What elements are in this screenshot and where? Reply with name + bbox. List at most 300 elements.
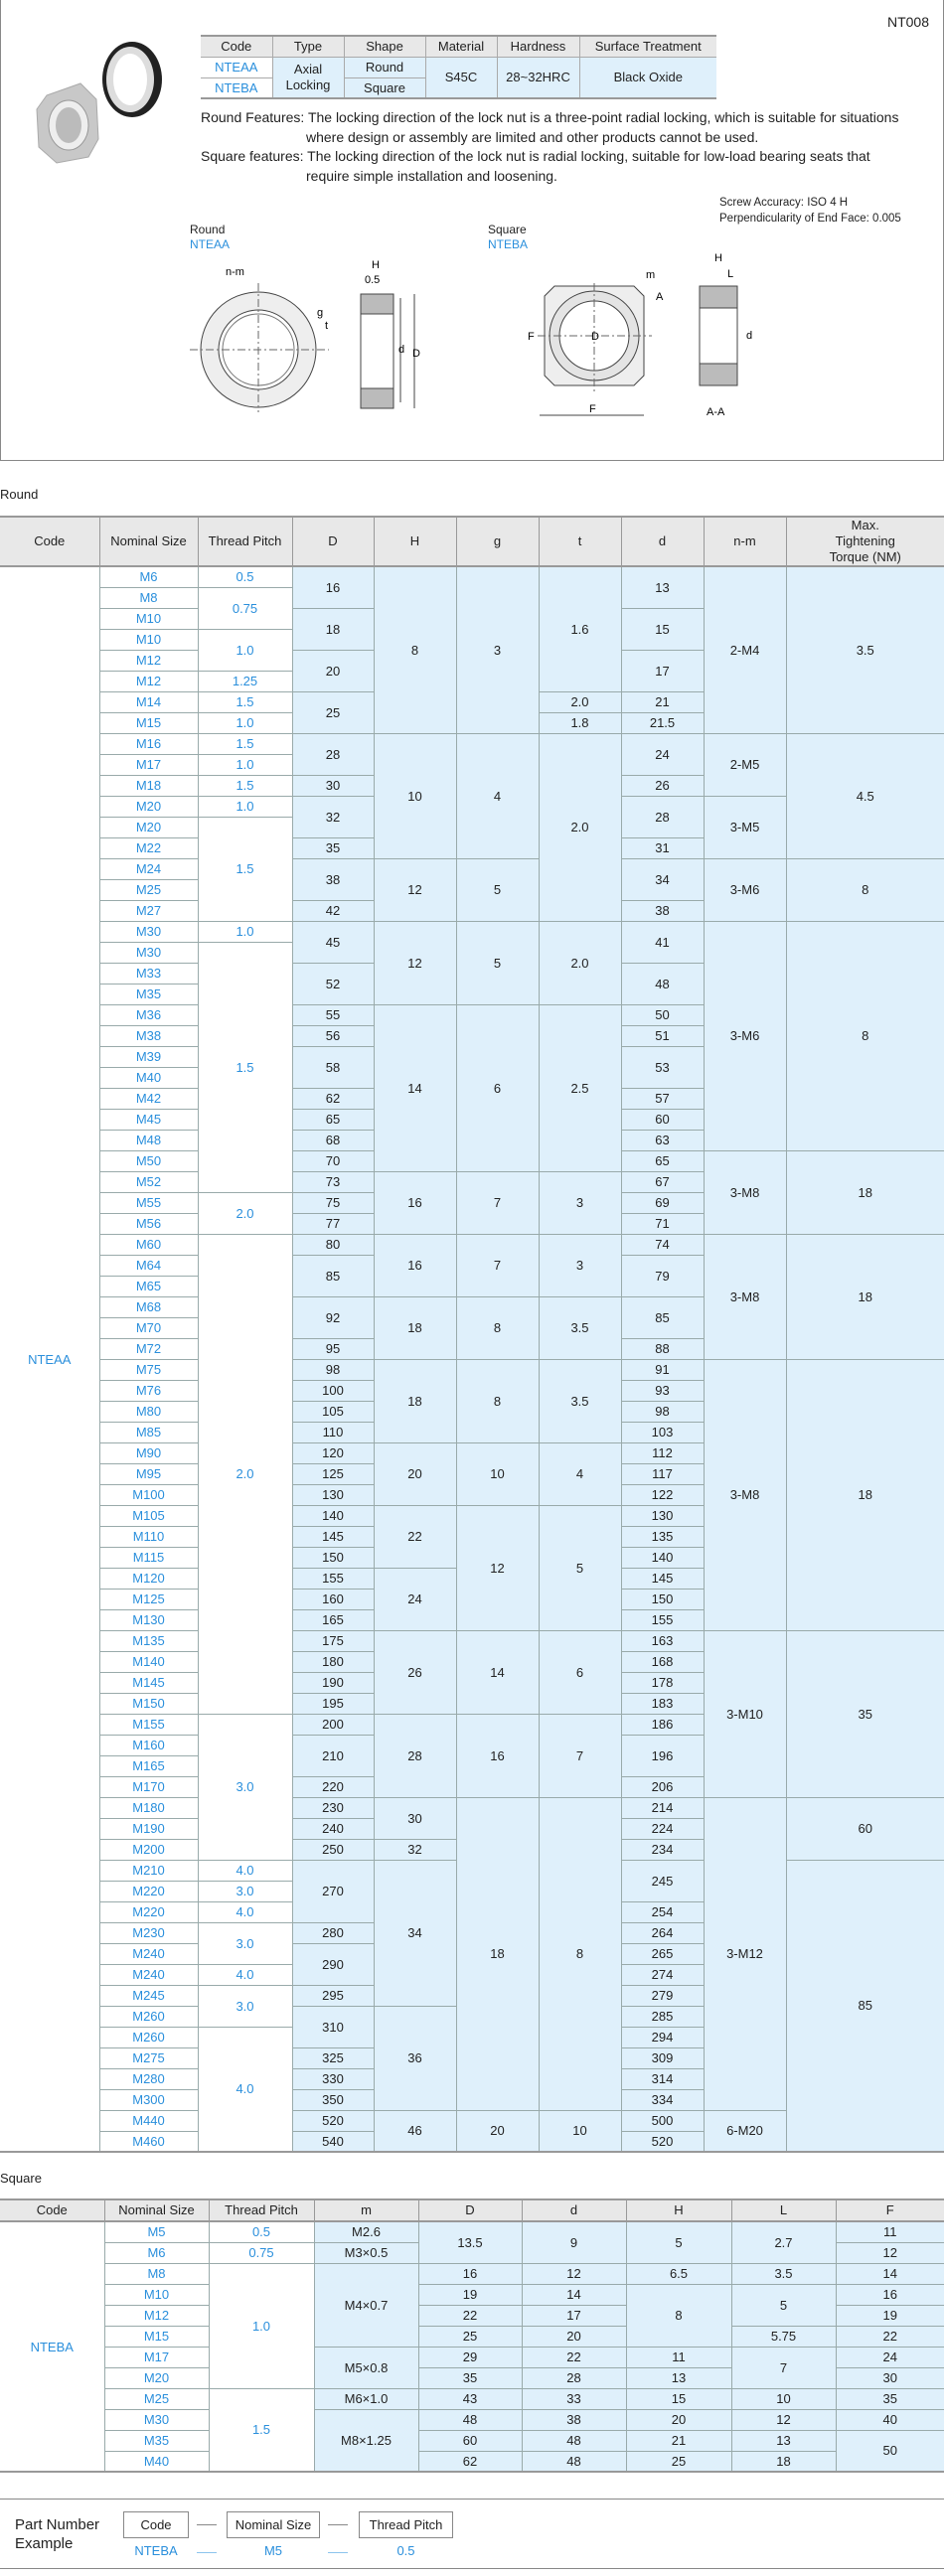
square-nut-drawing [508, 253, 766, 437]
value-cell: 234 [621, 1839, 704, 1860]
label-line: Part Number [15, 2516, 100, 2533]
spec-shape: Square [344, 77, 425, 98]
value-cell: 10 [539, 2110, 621, 2152]
value-cell: 71 [621, 1213, 704, 1234]
table-row [0, 566, 944, 587]
dash [328, 2552, 348, 2553]
value-cell: M3×0.5 [314, 2242, 418, 2263]
value-cell: 19 [418, 2284, 522, 2305]
value-cell: 35 [786, 1630, 944, 1797]
thread-pitch-cell: 4.0 [198, 1860, 292, 1881]
nominal-size-cell: M18 [99, 775, 198, 796]
value-cell: 3-M6 [704, 858, 786, 921]
nominal-size-cell: M17 [99, 754, 198, 775]
value-cell: 29 [418, 2347, 522, 2367]
value-cell: 274 [621, 1964, 704, 1985]
value-cell: 350 [292, 2089, 374, 2110]
value-cell: 21 [626, 2430, 731, 2451]
value-cell: 50 [621, 1004, 704, 1025]
product-photo [31, 40, 175, 164]
value-cell: 32 [292, 796, 374, 837]
nominal-size-cell: M40 [99, 1067, 198, 1088]
dash [197, 2524, 217, 2525]
nominal-size-cell: M180 [99, 1797, 198, 1818]
value-cell: 15 [626, 2388, 731, 2409]
value-cell: 20 [456, 2110, 539, 2152]
value-thread-pitch: 0.5 [396, 2543, 415, 2558]
thread-pitch-cell: 3.0 [198, 1714, 292, 1860]
value-cell: 26 [621, 775, 704, 796]
nominal-size-cell: M27 [99, 900, 198, 921]
value-cell: 14 [456, 1630, 539, 1714]
nominal-size-cell: M52 [99, 1171, 198, 1192]
value-cell: 18 [786, 1234, 944, 1359]
value-cell: 100 [292, 1380, 374, 1401]
thread-pitch-cell: 4.0 [198, 1901, 292, 1922]
value-cell: 13.5 [418, 2221, 522, 2263]
label-m: m [646, 269, 656, 281]
column-header: Code [0, 517, 99, 566]
nominal-size-cell: M30 [99, 921, 198, 942]
value-cell: 28 [522, 2367, 626, 2388]
nominal-size-cell: M17 [104, 2347, 209, 2367]
value-cell: 28 [292, 733, 374, 775]
nominal-size-cell: M245 [99, 1985, 198, 2006]
value-cell: 309 [621, 2047, 704, 2068]
spec-header: Code [201, 36, 272, 57]
value-cell: 63 [621, 1130, 704, 1150]
nominal-size-cell: M125 [99, 1589, 198, 1609]
value-cell: 8 [374, 566, 456, 733]
table-row [0, 1797, 944, 1818]
value-cell: 58 [292, 1046, 374, 1088]
value-cell: 2-M4 [704, 566, 786, 733]
table-row [0, 2326, 944, 2347]
label-A: A [656, 291, 664, 303]
value-cell: 38 [522, 2409, 626, 2430]
nominal-size-cell: M85 [99, 1422, 198, 1442]
thread-pitch-cell: 4.0 [198, 2027, 292, 2152]
column-header: n-m [704, 517, 786, 566]
nominal-size-cell: M39 [99, 1046, 198, 1067]
square-features [201, 147, 926, 186]
spec-code: NTEAA [201, 57, 272, 77]
value-cell: 334 [621, 2089, 704, 2110]
value-cell: 230 [292, 1797, 374, 1818]
value-cell: 3.5 [731, 2263, 836, 2284]
value-cell: 22 [836, 2326, 944, 2347]
value-cell: 57 [621, 1088, 704, 1109]
value-cell: 14 [522, 2284, 626, 2305]
value-cell: 1.6 [539, 566, 621, 691]
spec-code: NTEBA [201, 77, 272, 98]
nominal-size-cell: M190 [99, 1818, 198, 1839]
spec-hardness: 28~32HRC [497, 57, 579, 98]
value-cell: 150 [621, 1589, 704, 1609]
value-cell: 290 [292, 1943, 374, 1985]
value-cell: 36 [374, 2006, 456, 2110]
value-cell: 10 [374, 733, 456, 858]
value-cell: 32 [374, 1839, 456, 1860]
part-number-label [15, 2515, 99, 2553]
value-cell: 168 [621, 1651, 704, 1672]
value-cell: 8 [456, 1359, 539, 1442]
value-cell: 295 [292, 1985, 374, 2006]
column-header: Nominal Size [99, 517, 198, 566]
value-cell: 88 [621, 1338, 704, 1359]
value-cell: 21.5 [621, 712, 704, 733]
value-cell: 8 [539, 1797, 621, 2110]
value-cell: M8×1.25 [314, 2409, 418, 2472]
value-cell: 224 [621, 1818, 704, 1839]
table-row [0, 2409, 944, 2430]
nominal-size-cell: M5 [104, 2221, 209, 2242]
value-cell: 13 [731, 2430, 836, 2451]
value-cell: 196 [621, 1735, 704, 1776]
value-cell: 5 [539, 1505, 621, 1630]
value-cell: 62 [292, 1088, 374, 1109]
value-cell: 6-M20 [704, 2110, 786, 2152]
value-cell: 3 [539, 1171, 621, 1234]
nominal-size-cell: M260 [99, 2006, 198, 2027]
value-cell: 18 [731, 2451, 836, 2472]
value-cell: 45 [292, 921, 374, 963]
value-cell: 34 [621, 858, 704, 900]
column-header: D [292, 517, 374, 566]
value-cell: 125 [292, 1463, 374, 1484]
nominal-size-cell: M20 [99, 817, 198, 837]
value-cell: 310 [292, 2006, 374, 2047]
value-cell: 3-M6 [704, 921, 786, 1150]
value-cell: 85 [621, 1296, 704, 1338]
column-header: H [374, 517, 456, 566]
thread-pitch-cell: 1.5 [198, 691, 292, 712]
accuracy-notes [719, 195, 901, 227]
value-cell: 69 [621, 1192, 704, 1213]
value-cell: 2.0 [539, 733, 621, 921]
value-cell: 30 [836, 2367, 944, 2388]
label-d: d [398, 344, 405, 356]
value-cell: 254 [621, 1901, 704, 1922]
value-cell: 175 [292, 1630, 374, 1651]
value-cell: 186 [621, 1714, 704, 1735]
value-cell: 52 [292, 963, 374, 1004]
value-cell: 2.0 [539, 921, 621, 1004]
nominal-size-cell: M10 [99, 608, 198, 629]
value-cell: 12 [522, 2263, 626, 2284]
column-header: Thread Pitch [209, 2199, 314, 2221]
nominal-size-cell: M240 [99, 1964, 198, 1985]
value-cell: 245 [621, 1860, 704, 1901]
value-cell: 220 [292, 1776, 374, 1797]
square-features-label: Square features: [201, 148, 304, 164]
value-cell: 3-M10 [704, 1630, 786, 1797]
nominal-size-cell: M24 [99, 858, 198, 879]
nominal-size-cell: M25 [99, 879, 198, 900]
value-cell: 8 [456, 1296, 539, 1359]
value-cell: 21 [621, 691, 704, 712]
value-cell: 20 [292, 650, 374, 691]
value-cell: 190 [292, 1672, 374, 1693]
perpendicularity: Perpendicularity of End Face: 0.005 [719, 213, 901, 225]
label-H: H [372, 259, 380, 271]
thread-pitch-cell: 0.5 [198, 566, 292, 587]
nominal-size-cell: M460 [99, 2131, 198, 2152]
value-cell: 7 [456, 1234, 539, 1296]
column-header: m [314, 2199, 418, 2221]
label-D: D [591, 331, 599, 343]
column-header: D [418, 2199, 522, 2221]
value-cell: 3-M8 [704, 1150, 786, 1234]
value-cell: 16 [456, 1714, 539, 1797]
nominal-size-cell: M15 [104, 2326, 209, 2347]
value-cell: 5 [456, 921, 539, 1004]
thread-pitch-cell: 1.5 [198, 775, 292, 796]
table-row [0, 2430, 944, 2451]
spec-header: Shape [344, 36, 425, 57]
nominal-size-cell: M65 [99, 1276, 198, 1296]
value-cell: 265 [621, 1943, 704, 1964]
square-drawing-title [488, 223, 528, 252]
value-cell: 60 [418, 2430, 522, 2451]
value-cell: 14 [836, 2263, 944, 2284]
spec-surface: Black Oxide [579, 57, 716, 98]
value-cell: 74 [621, 1234, 704, 1255]
nominal-size-cell: M145 [99, 1672, 198, 1693]
thread-pitch-cell: 1.5 [198, 817, 292, 921]
nominal-size-cell: M30 [104, 2409, 209, 2430]
nominal-size-cell: M50 [99, 1150, 198, 1171]
value-cell: 5 [626, 2221, 731, 2263]
column-header: g [456, 517, 539, 566]
thread-pitch-cell: 1.5 [198, 733, 292, 754]
thread-pitch-cell: 0.5 [209, 2221, 314, 2242]
value-cell: 10 [731, 2388, 836, 2409]
column-header: d [621, 517, 704, 566]
thread-pitch-cell: 3.0 [198, 1985, 292, 2027]
nominal-size-cell: M440 [99, 2110, 198, 2131]
round-features-text: The locking direction of the lock nut is a three-point radial locking, which is suitable for situations [307, 109, 899, 125]
value-cell: 18 [374, 1359, 456, 1442]
nominal-size-cell: M260 [99, 2027, 198, 2047]
thread-pitch-cell: 1.5 [198, 942, 292, 1192]
column-header: Code [0, 2199, 104, 2221]
thread-pitch-cell: 2.0 [198, 1234, 292, 1714]
label-g: g [317, 307, 324, 319]
value-cell: 7 [731, 2347, 836, 2388]
value-cell: 16 [418, 2263, 522, 2284]
nominal-size-cell: M15 [99, 712, 198, 733]
column-header: d [522, 2199, 626, 2221]
thread-pitch-cell: 1.0 [198, 712, 292, 733]
label-H: H [714, 253, 722, 264]
nominal-size-cell: M100 [99, 1484, 198, 1505]
value-cell: 5 [731, 2284, 836, 2326]
thread-pitch-cell: 1.25 [198, 671, 292, 691]
value-cell: 53 [621, 1046, 704, 1088]
nominal-size-cell: M30 [99, 942, 198, 963]
nominal-size-cell: M12 [99, 650, 198, 671]
value-cell: 122 [621, 1484, 704, 1505]
value-cell: 79 [621, 1255, 704, 1296]
value-cell: 48 [621, 963, 704, 1004]
value-cell: 17 [621, 650, 704, 691]
value-cell: 12 [731, 2409, 836, 2430]
value-cell: 117 [621, 1463, 704, 1484]
value-cell: 68 [292, 1130, 374, 1150]
column-header: L [731, 2199, 836, 2221]
value-cell: 294 [621, 2027, 704, 2047]
value-cell: 280 [292, 1922, 374, 1943]
nominal-size-cell: M165 [99, 1755, 198, 1776]
value-cell: 48 [418, 2409, 522, 2430]
nominal-size-cell: M35 [104, 2430, 209, 2451]
value-cell: 31 [621, 837, 704, 858]
field-nominal-size: Nominal Size [227, 2511, 320, 2538]
value-cell: 120 [292, 1442, 374, 1463]
nominal-size-cell: M6 [104, 2242, 209, 2263]
table-row [0, 1234, 944, 1255]
value-cell: 3 [456, 566, 539, 733]
value-cell: 85 [292, 1255, 374, 1296]
value-cell: 16 [292, 566, 374, 608]
value-cell: 22 [522, 2347, 626, 2367]
value-cell: 19 [836, 2305, 944, 2326]
nominal-size-cell: M120 [99, 1568, 198, 1589]
value-cell: 12 [374, 858, 456, 921]
square-features-text: The locking direction of the lock nut is radial locking, suitable for low-load bearing seats that [307, 148, 870, 164]
column-header: H [626, 2199, 731, 2221]
value-cell: 3-M8 [704, 1359, 786, 1630]
spec-header: Hardness [497, 36, 579, 57]
table-row [0, 2451, 944, 2472]
nominal-size-cell: M48 [99, 1130, 198, 1150]
value-cell: 73 [292, 1171, 374, 1192]
value-cell: 5 [456, 858, 539, 921]
nominal-size-cell: M170 [99, 1776, 198, 1797]
label-F: F [528, 331, 535, 343]
label-D: D [412, 348, 420, 360]
value-cell: M5×0.8 [314, 2347, 418, 2388]
value-cell: 206 [621, 1776, 704, 1797]
square-dimensions-table [0, 2198, 944, 2473]
label-line: Example [15, 2535, 74, 2552]
thread-pitch-cell: 1.0 [209, 2263, 314, 2388]
value-cell: 130 [292, 1484, 374, 1505]
value-cell: 12 [836, 2242, 944, 2263]
value-cell: 25 [292, 691, 374, 733]
value-cell: 285 [621, 2006, 704, 2027]
nominal-size-cell: M64 [99, 1255, 198, 1276]
value-cell: 160 [292, 1589, 374, 1609]
value-cell: 35 [836, 2388, 944, 2409]
value-cell: 8 [786, 921, 944, 1150]
table-row [0, 1630, 944, 1651]
value-cell: 95 [292, 1338, 374, 1359]
value-cell: 130 [621, 1505, 704, 1526]
value-cell: 11 [626, 2347, 731, 2367]
nominal-size-cell: M105 [99, 1505, 198, 1526]
value-code: NTEBA [134, 2543, 178, 2558]
nominal-size-cell: M155 [99, 1714, 198, 1735]
nominal-size-cell: M200 [99, 1839, 198, 1860]
value-cell: 13 [626, 2367, 731, 2388]
label-nm: n-m [226, 266, 244, 278]
nominal-size-cell: M150 [99, 1693, 198, 1714]
value-cell: 12 [456, 1505, 539, 1630]
nominal-size-cell: M10 [104, 2284, 209, 2305]
value-cell: 2-M5 [704, 733, 786, 796]
value-cell: 67 [621, 1171, 704, 1192]
value-cell: 24 [374, 1568, 456, 1630]
value-cell: 38 [292, 858, 374, 900]
nominal-size-cell: M110 [99, 1526, 198, 1547]
spec-type: Axial Locking [272, 57, 344, 98]
nominal-size-cell: M16 [99, 733, 198, 754]
value-cell: 35 [292, 837, 374, 858]
nominal-size-cell: M135 [99, 1630, 198, 1651]
value-cell: 22 [374, 1505, 456, 1568]
nominal-size-cell: M140 [99, 1651, 198, 1672]
value-cell: 28 [374, 1714, 456, 1797]
nominal-size-cell: M280 [99, 2068, 198, 2089]
label-F: F [589, 403, 596, 415]
value-cell: 17 [522, 2305, 626, 2326]
value-cell: 20 [374, 1442, 456, 1505]
value-cell: 38 [621, 900, 704, 921]
spec-shape: Round [344, 57, 425, 77]
value-cell: 7 [456, 1171, 539, 1234]
label-d: d [746, 330, 753, 342]
column-header: t [539, 517, 621, 566]
value-cell: 135 [621, 1526, 704, 1547]
value-cell: 22 [418, 2305, 522, 2326]
value-cell: 145 [621, 1568, 704, 1589]
table-row [0, 2221, 944, 2242]
value-cell: 50 [836, 2430, 944, 2472]
nominal-size-cell: M115 [99, 1547, 198, 1568]
value-cell: 15 [621, 608, 704, 650]
round-drawing-title [190, 223, 230, 252]
dash [328, 2524, 348, 2525]
value-cell: 330 [292, 2068, 374, 2089]
table-row [0, 2388, 944, 2409]
thread-pitch-cell: 1.5 [209, 2388, 314, 2472]
nominal-size-cell: M240 [99, 1943, 198, 1964]
nominal-size-cell: M60 [99, 1234, 198, 1255]
nominal-size-cell: M72 [99, 1338, 198, 1359]
value-cell: 3.5 [786, 566, 944, 733]
value-cell: 5.75 [731, 2326, 836, 2347]
value-cell: 520 [292, 2110, 374, 2131]
value-cell: 20 [626, 2409, 731, 2430]
value-cell: 13 [621, 566, 704, 608]
value-cell: 25 [626, 2451, 731, 2472]
value-cell: 48 [522, 2451, 626, 2472]
value-cell: 200 [292, 1714, 374, 1735]
value-cell: 65 [621, 1150, 704, 1171]
value-cell: 18 [786, 1150, 944, 1234]
value-cell: M6×1.0 [314, 2388, 418, 2409]
square-section-title: Square [0, 2171, 42, 2186]
thread-pitch-cell: 1.0 [198, 754, 292, 775]
document-code: NT008 [886, 14, 929, 30]
nominal-size-cell: M68 [99, 1296, 198, 1317]
label-section: A-A [707, 406, 725, 418]
value-cell: 105 [292, 1401, 374, 1422]
value-cell: 3.5 [539, 1296, 621, 1359]
round-dimensions-table [0, 516, 944, 2153]
